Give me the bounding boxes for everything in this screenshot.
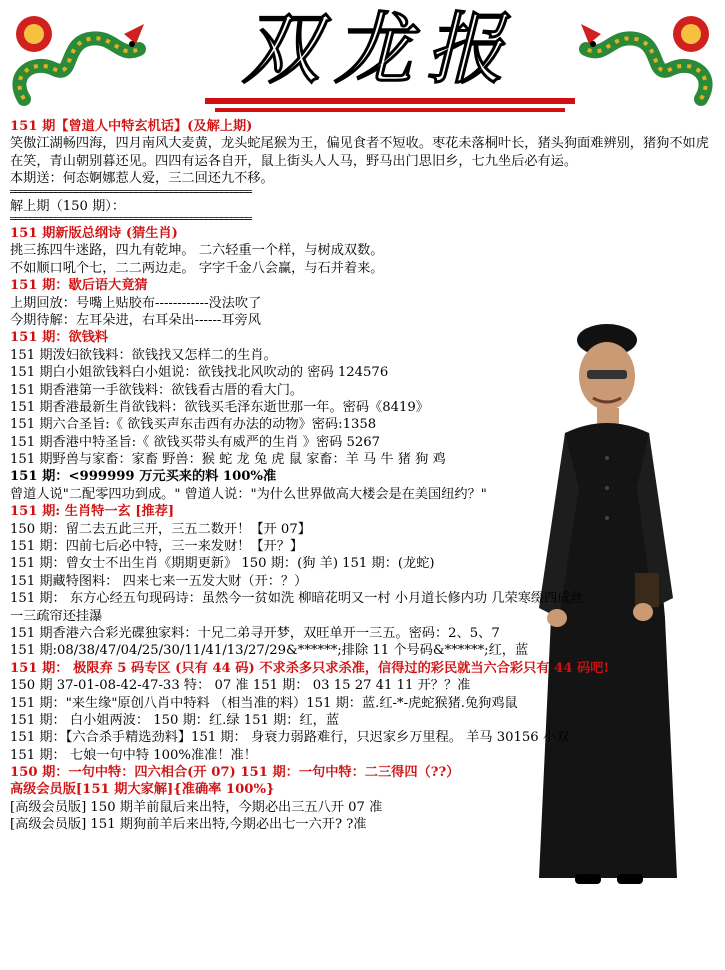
- text-line: 本期送：何态婀娜惹人爱，三二回还九不移。: [10, 171, 274, 187]
- text-line: 151 期：歇后语大竟猜: [10, 278, 148, 294]
- newspaper-title: 双龙报: [241, 5, 518, 95]
- text-line: 151 期："来生缘"原创八肖中特料 （相当准的料）151 期：蓝.红-*-虎蛇猴猪.兔狗鸡鼠: [10, 695, 518, 711]
- text-line: 151 期泼妇欲钱料：欲钱找又怎样二的生肖。: [10, 347, 277, 363]
- text-line: 151 期：欲钱料: [10, 330, 109, 346]
- left-dragon-icon: [4, 4, 154, 109]
- text-line: 151 期六合圣旨:《 欲钱买声东击西有办法的动物》密码:1358: [10, 417, 377, 433]
- text-line: 今期待解：左耳朵进，右耳朵出------耳旁风: [10, 312, 261, 328]
- article-body: [10, 118, 720, 834]
- divider-line: ════════════════════════════════════════════════: [10, 187, 251, 198]
- divider-line: ════════════════════════════════════════════════: [10, 214, 251, 225]
- text-line: 151 期香港六合彩光碟独家料：十兄二弟寻开梦，双旺单开一三五。密码：2、5、7: [10, 625, 500, 641]
- text-line: 151 期：<999999 万元买来的料 100%准: [10, 469, 277, 485]
- text-line: 不如顺口吼个七，二二两边走。 字字千金八会赢，与石并着来。: [10, 260, 384, 276]
- title-underline-2: [215, 108, 565, 112]
- text-line: 挑三拣四牛迷路，四九有乾坤。 二六轻重一个样，与树成双数。: [10, 243, 384, 259]
- text-line: 151 期：四前七后必中特，三一来发财！【开？】: [10, 539, 304, 555]
- text-line: 151 期香港第一手欲钱料：欲钱看古厝的看大门。: [10, 382, 304, 398]
- text-line: 151 期【曾道人中特玄机话】(及解上期): [10, 119, 253, 134]
- right-dragon-icon: [571, 4, 721, 109]
- text-line: 151 期藏特图料： 四来七来一五发大财（开：？）: [10, 573, 308, 589]
- text-line: 151 期野兽与家畜：家畜 野兽：猴 蛇 龙 兔 虎 鼠 家畜：羊 马 牛 猪 狗 鸡: [10, 452, 446, 468]
- text-line: [高级会员版] 151 期狗前羊后来出特,今期必出七一六开? ?准: [10, 817, 367, 833]
- text-line: 151 期: 生肖特一玄 [推荐]: [10, 504, 175, 520]
- text-line: 151 期： 七娘一句中特 100%准准！准！: [10, 747, 257, 763]
- text-line: 150 期 37-01-08-42-47-33 特： 07 准 151 期： 03 15 27 41 11 开？？准: [10, 678, 471, 694]
- masthead: [0, 0, 725, 118]
- text-line: 151 期： 东方心经五句现码诗：虽然今一贫如洗 柳暗花明又一村 小月道长修内功 几荣寒缀四成丝: [10, 591, 584, 607]
- text-line: 151 期： 白小姐两波： 150 期：红.绿 151 期：红，蓝: [10, 712, 340, 728]
- text-line: 151 期:08/38/47/04/25/30/11/41/13/27/29&******;排除 11 个号码&******;红，蓝: [10, 643, 529, 659]
- text-line: 解上期（150 期）：: [10, 198, 126, 214]
- text-line: 151 期： 极限弃 5 码专区 (只有 44 码) 不求杀多只求杀准，信得过的彩民就当六合彩只有 44 码吧!: [10, 660, 610, 676]
- text-line: 151 期香港中特圣旨:《 欲钱买带头有威严的生肖 》密码 5267: [10, 434, 381, 450]
- text-line: 曾道人说"二配零四功到成。" 曾道人说："为什么世界做高大楼会是在美国纽约？": [10, 486, 487, 502]
- text-line: 151 期香港最新生肖欲钱料：欲钱买毛泽东逝世那一年。密码《8419》: [10, 399, 429, 415]
- title-underline: [205, 98, 575, 104]
- text-line: [高级会员版] 150 期羊前鼠后来出特，今期必出三五八开 07 准: [10, 799, 383, 815]
- text-line: 150 期：一句中特：四六相合(开 07) 151 期：一句中特：二三得四（??）: [10, 765, 460, 781]
- text-line: 150 期：留二去五此三开，三五二数开！【开 07】: [10, 521, 311, 537]
- text-line: 上期回放：号嘴上贴胶布------------没法吹了: [10, 295, 262, 311]
- text-line: 151 期新版总纲诗 (猜生肖): [10, 225, 178, 241]
- text-line: 151 期白小姐欲钱料白小姐说：欲钱找北风吹动的 密码 124576: [10, 365, 389, 381]
- text-line: 笑傲江湖畅四海，四月南风大麦黄，龙头蛇尾猴为王，偏见食者不短收。枣花未落桐叶长，猪头狗面难辨别，猪狗不如虎在笑，青山朝别暮还见。四四有运各自开，鼠上街头人人马，野马出门思旧乡，七九坐后必有运。: [10, 136, 709, 169]
- text-line: 一三疏帘还挂瀑: [10, 608, 103, 624]
- text-line: 151 期：曾女士不出生肖《期期更新》 150 期：(狗 羊) 151 期：(龙蛇): [10, 556, 435, 572]
- text-line: 151 期：【六合杀手精选劲料】151 期： 身衰力弱路难行，只迟家乡万里程。 羊马 30156 小双: [10, 730, 570, 746]
- text-line: 高级会员版[151 期大家解]{准确率 100%}: [10, 782, 275, 798]
